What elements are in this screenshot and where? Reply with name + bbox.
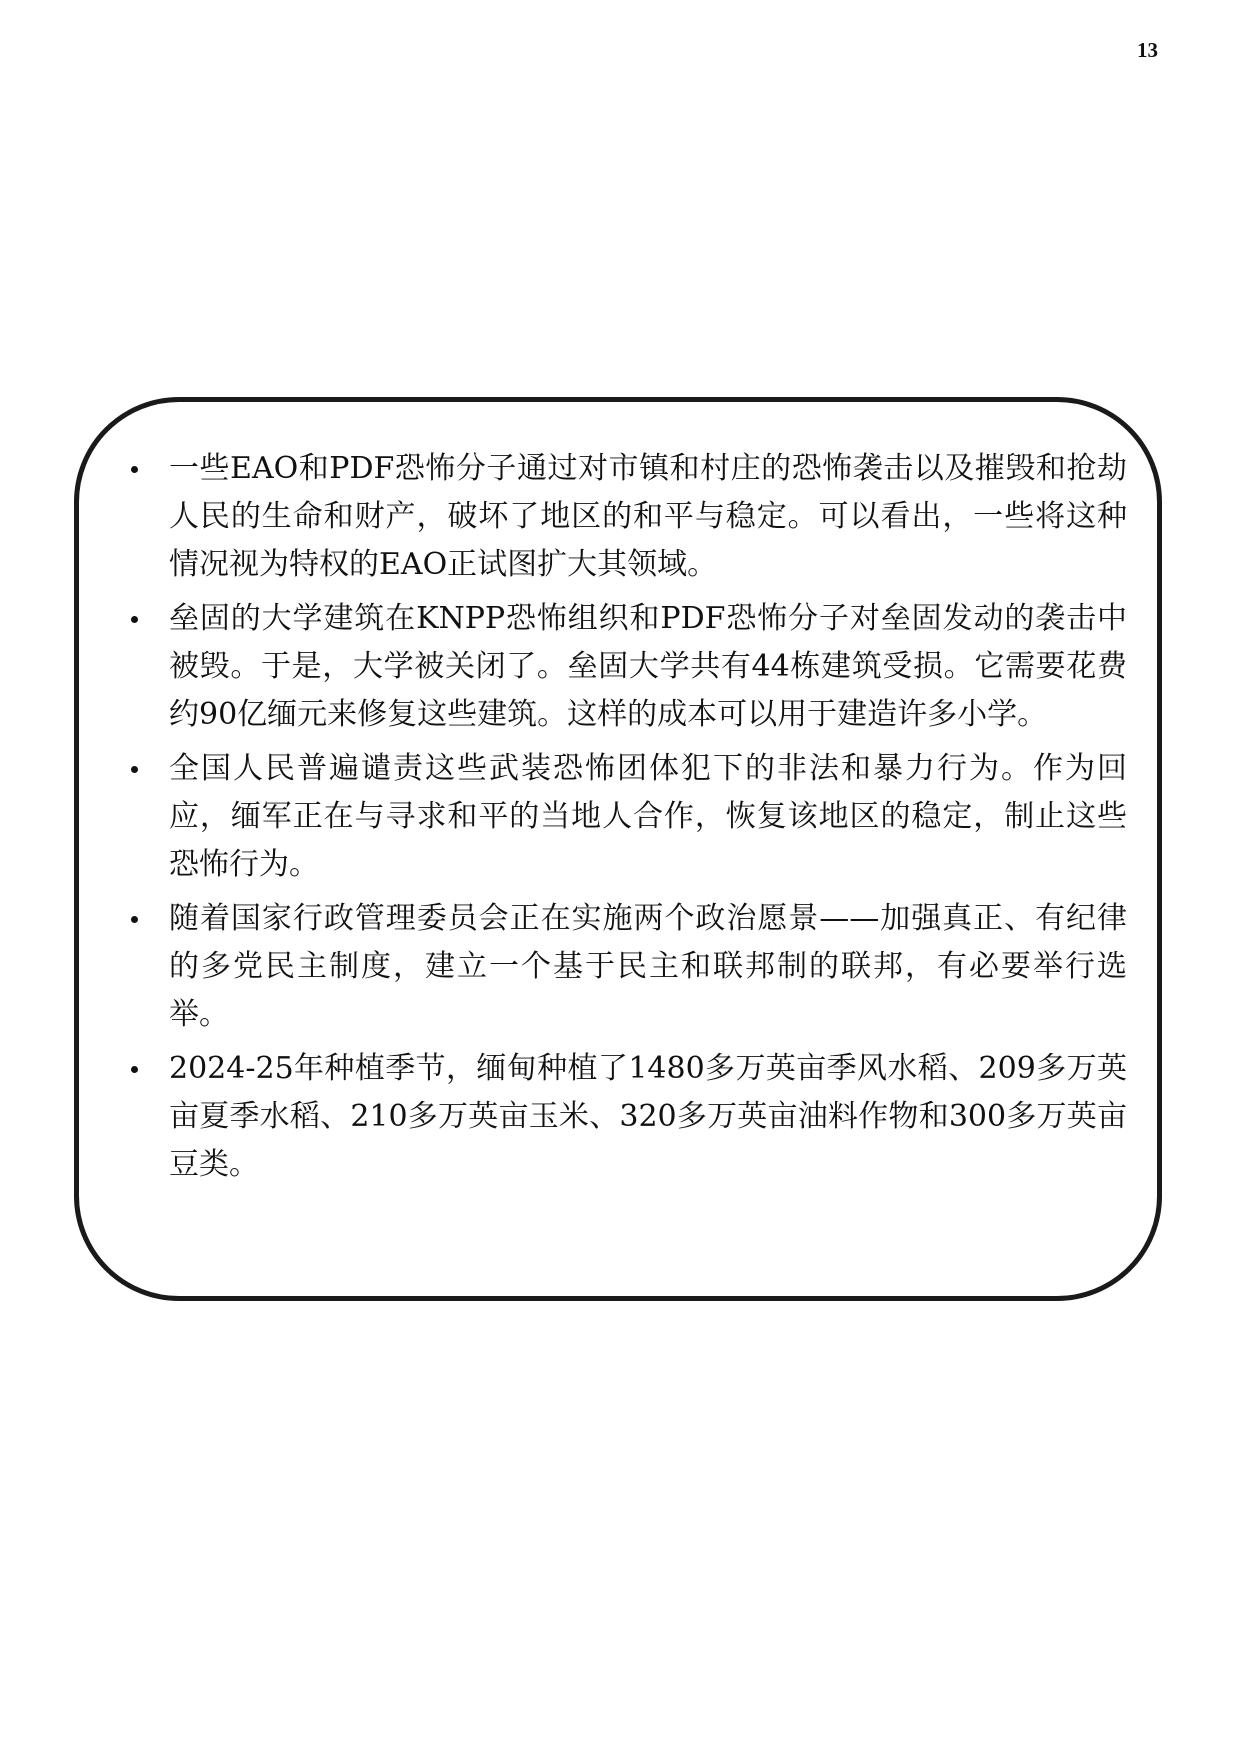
bullet-icon (131, 916, 138, 923)
bullet-icon (131, 1066, 138, 1073)
bullet-text: 随着国家行政管理委员会正在实施两个政治愿景——加强真正、有纪律的多党民主制度，建立一个基于民主和联邦制的联邦，有必要举行选举。 (169, 901, 1127, 1032)
list-item (127, 895, 1127, 1039)
list-item (127, 595, 1127, 739)
bullet-list (127, 445, 1127, 1195)
page-number: 13 (1137, 38, 1158, 62)
bullet-icon (131, 766, 138, 773)
list-item (127, 445, 1127, 589)
bullet-icon (131, 616, 138, 623)
list-item (127, 745, 1127, 889)
bullet-text: 垒固的大学建筑在KNPP恐怖组织和PDF恐怖分子对垒固发动的袭击中被毁。于是，大学被关闭了。垒固大学共有44栋建筑受损。它需要花费约90亿缅元来修复这些建筑。这样的成本可以用于建造许多小学。 (169, 601, 1127, 732)
bullet-text: 全国人民普遍谴责这些武装恐怖团体犯下的非法和暴力行为。作为回应，缅军正在与寻求和平的当地人合作，恢复该地区的稳定，制止这些恐怖行为。 (169, 751, 1127, 882)
bullet-text: 一些EAO和PDF恐怖分子通过对市镇和村庄的恐怖袭击以及摧毁和抢劫人民的生命和财产，破坏了地区的和平与稳定。可以看出，一些将这种情况视为特权的EAO正试图扩大其领域。 (169, 451, 1127, 582)
list-item (127, 1045, 1127, 1189)
bullet-text: 2024-25年种植季节，缅甸种植了1480多万英亩季风水稻、209多万英亩夏季水稻、210多万英亩玉米、320多万英亩油料作物和300多万英亩豆类。 (169, 1051, 1127, 1182)
info-box (74, 397, 1162, 1301)
bullet-icon (131, 466, 138, 473)
